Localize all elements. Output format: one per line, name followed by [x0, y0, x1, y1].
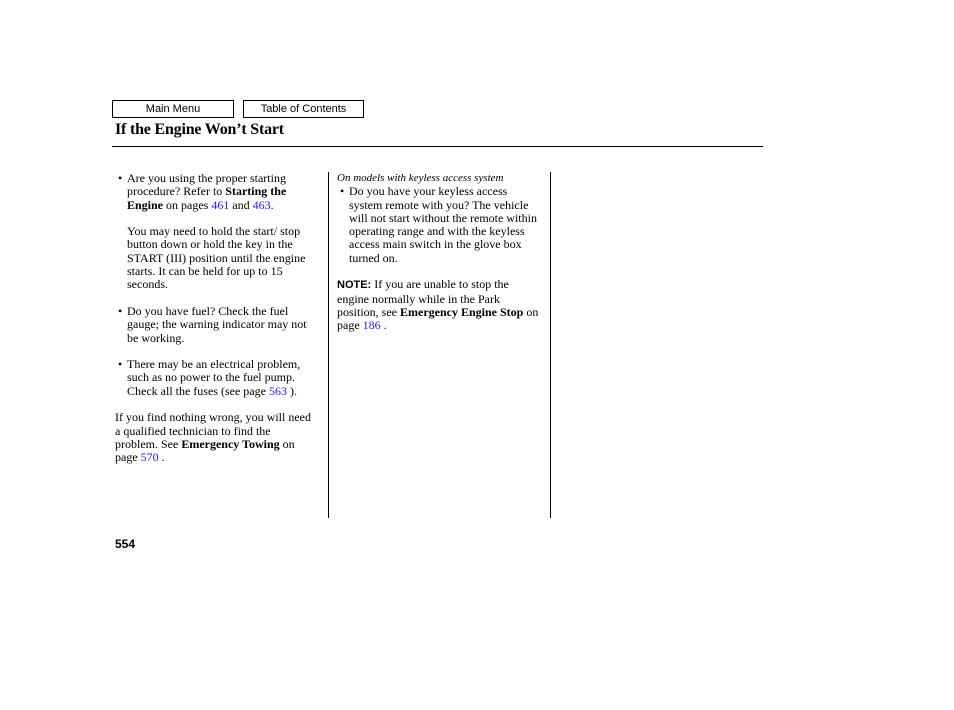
note-text: on page: [337, 304, 539, 333]
item-text: Are you using the proper starting procedure? Refer to: [127, 171, 286, 199]
page-link-186[interactable]: 186: [362, 318, 381, 333]
item-text: .: [270, 197, 274, 212]
closing-paragraph: [115, 411, 315, 464]
item-text: on pages: [166, 197, 209, 212]
item-text: ).: [289, 383, 297, 398]
note-text: .: [383, 318, 387, 333]
page-link-563[interactable]: 563: [268, 383, 287, 398]
middle-column: [337, 172, 542, 333]
page-link-463[interactable]: 463: [252, 197, 271, 212]
list-item: [115, 172, 315, 292]
item-text: and: [232, 197, 250, 212]
table-of-contents-button[interactable]: Table of Contents: [243, 100, 364, 118]
page-link-461[interactable]: 461: [211, 197, 230, 212]
list-item: [115, 305, 315, 345]
list-item: [337, 185, 542, 265]
list-item: [115, 358, 315, 398]
page-title: If the Engine Won’t Start: [115, 121, 284, 138]
xref-emergency-towing: Emergency Towing: [181, 436, 280, 451]
left-column: [115, 172, 315, 465]
paragraph-text: on page: [115, 436, 295, 465]
item-paragraph: You may need to hold the start/ stop button down or hold the key in the START (III) position until the engine starts. It can be held for up to 15 seconds.: [127, 224, 306, 292]
xref-emergency-engine-stop: Emergency Engine Stop: [400, 304, 524, 319]
column-divider-2: [550, 172, 551, 518]
paragraph-text: .: [161, 450, 165, 465]
item-text: Do you have fuel? Check the fuel gauge; the warning indicator may not be working.: [127, 303, 307, 345]
xref-starting-the-engine: Starting the Engine: [127, 184, 287, 212]
section-subheading: On models with keyless access system: [337, 172, 504, 184]
bullet-icon: •: [118, 357, 123, 372]
note-text: If you are unable to stop the engine normally while in the Park position, see: [337, 277, 509, 319]
note-label: NOTE:: [337, 279, 372, 292]
bullet-icon: •: [118, 303, 123, 318]
note-paragraph: [337, 278, 542, 332]
bullet-icon: •: [118, 171, 123, 185]
main-menu-button[interactable]: Main Menu: [112, 100, 234, 118]
item-text: Do you have your keyless access system remote with you? The vehicle will not start without the remote within operating range and with the keyless access main switch in the glove box turned on.: [349, 184, 537, 265]
bullet-icon: •: [340, 184, 345, 199]
page-link-570[interactable]: 570: [140, 450, 159, 465]
page-number: 554: [115, 537, 136, 551]
column-divider-1: [328, 172, 329, 518]
paragraph-text: If you find nothing wrong, you will need a qualified technician to find the problem. See: [115, 410, 311, 451]
item-text: There may be an electrical problem, such as no power to the fuel pump. Check all the fuses (see page: [127, 357, 301, 398]
title-divider: [112, 146, 763, 147]
